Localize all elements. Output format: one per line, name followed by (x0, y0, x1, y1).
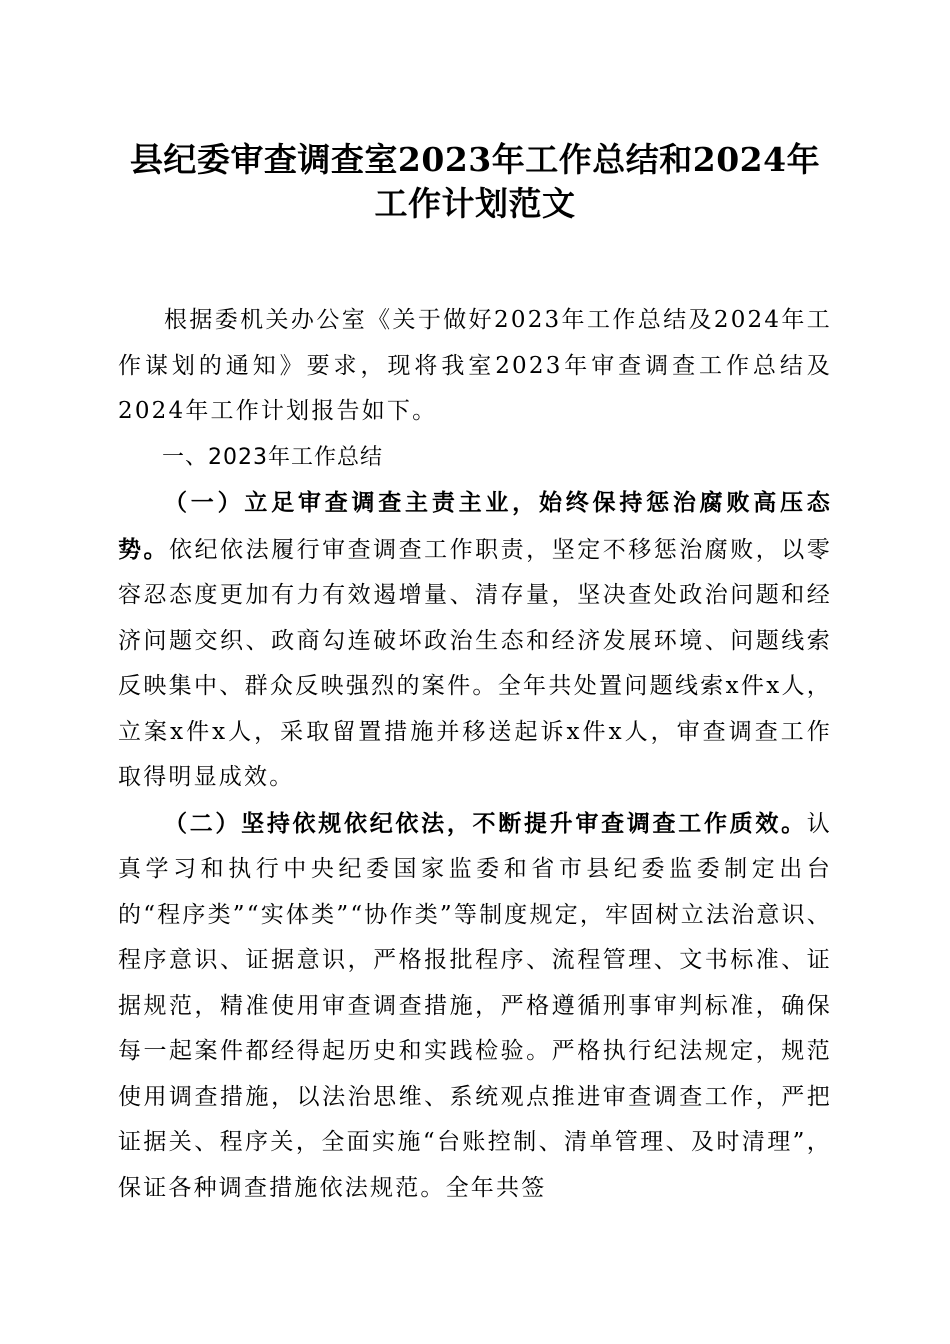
title-line-1: 县纪委审查调查室2023年工作总结和2024年 (129, 140, 821, 179)
document-page (118, 0, 832, 1211)
document-body (118, 298, 832, 1211)
item-2-body: 认真学习和执行中央纪委国家监委和省市县纪委监委制定出台的“程序类”“实体类”“协作类”等制度规定，牢固树立法治意识、程序意识、证据意识，严格报批程序、流程管理、文书标准、证据规范，精准使用审查调查措施，严格遵循刑事审判标准，确保每一起案件都经得起历史和实践检验。严格执行纪法规定，规范使用调查措施，以法治思维、系统观点推进审查调查工作，严把证据关、程序关，全面实施“台账控制、清单管理、及时清理”，保证各种调查措施依法规范。全年共签 (118, 810, 832, 1201)
document-title (118, 0, 832, 226)
item-1-body: 依纪依法履行审查调查工作职责，坚定不移惩治腐败，以零容忍态度更加有力有效遏增量、清存量，坚决查处政治问题和经济问题交织、政商勾连破坏政治生态和经济发展环境、问题线索反映集中、群众反映强烈的案件。全年共处置问题线索x件x人，立案x件x人，采取留置措施并移送起诉x件x人，审查调查工作取得明显成效。 (118, 536, 833, 790)
item-2-lead: （二）坚持依规依纪依法，不断提升审查调查工作质效。 (164, 809, 807, 837)
item-1-paragraph (118, 480, 832, 801)
item-2-paragraph (118, 801, 832, 1212)
title-line-2: 工作计划范文 (374, 184, 576, 223)
item-1-lead: （一）立足审查调查主责主业，始终保持惩治腐败高压态势。 (118, 489, 832, 563)
section-heading-1: 一、2023年工作总结 (162, 444, 383, 470)
intro-paragraph: 根据委机关办公室《关于做好2023年工作总结及2024年工作谋划的通知》要求，现将我室2023年审查调查工作总结及2024年工作计划报告如下。 (118, 307, 832, 424)
